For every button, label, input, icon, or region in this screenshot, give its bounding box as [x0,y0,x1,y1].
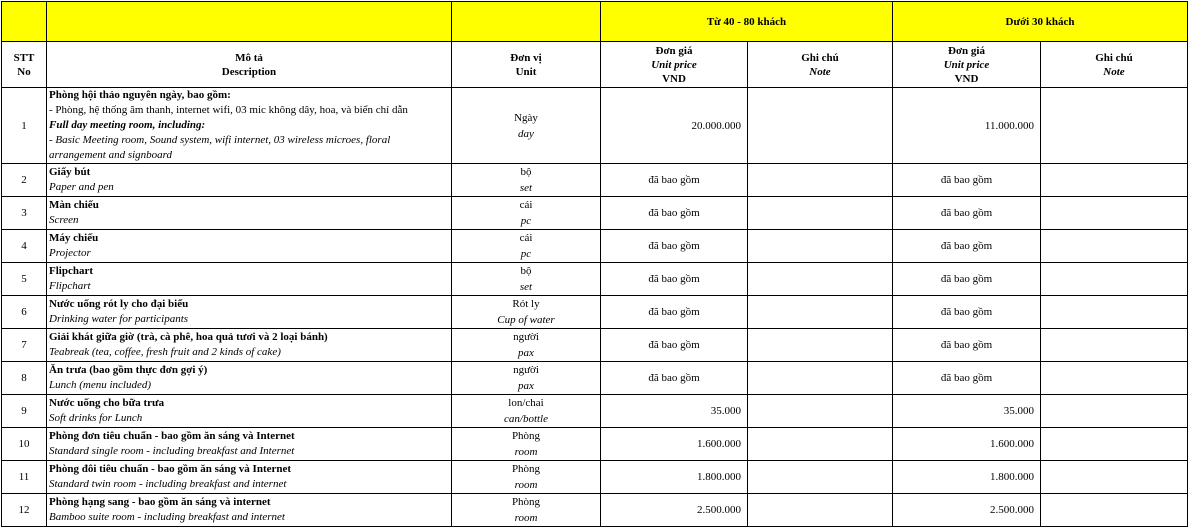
row-title-vi: Ăn trưa (bao gồm thực đơn gợi ý) [49,364,208,376]
header-unit-vi: Đơn vị [510,51,542,64]
header-unit [452,42,601,88]
table-row [2,428,1188,461]
row-unit-en: pax [518,380,534,392]
row-unit-en: pax [518,347,534,359]
row-description [47,164,452,197]
row-unit [452,164,601,197]
row-unit [452,263,601,296]
row-note-2 [1041,88,1188,164]
header-price-2 [893,42,1041,88]
row-unit [452,428,601,461]
table-row [2,197,1188,230]
row-description [47,329,452,362]
row-price-2: 2.500.000 [893,494,1041,527]
row-stt: 4 [2,230,47,263]
row-title-en: Bamboo suite room - including breakfast and internet [49,511,285,523]
row-price-2: 35.000 [893,395,1041,428]
row-price-1: đã bao gồm [601,164,748,197]
row-stt: 2 [2,164,47,197]
table-row [2,230,1188,263]
row-price-1: đã bao gồm [601,329,748,362]
row-title-en: Flipchart [49,280,91,292]
header-price-currency: VND [662,72,686,85]
header-note-en: Note [809,65,831,78]
row-stt: 9 [2,395,47,428]
row-description [47,494,452,527]
group-header-row [2,2,1188,42]
row-unit-en: room [514,512,538,524]
row-note-1 [748,263,893,296]
row-note-1 [748,164,893,197]
header-price-1 [601,42,748,88]
row-title-en: Full day meeting room, including: [49,119,206,131]
row-note-2 [1041,197,1188,230]
row-unit-vi: Phòng [511,463,541,475]
header-price-currency: VND [954,72,979,85]
row-note-1 [748,230,893,263]
row-title-en: Projector [49,247,91,259]
row-title-vi: Máy chiếu [49,232,99,244]
row-stt: 6 [2,296,47,329]
blank-cell [47,2,452,42]
row-title-vi: Nước uống rót ly cho đại biểu [49,298,189,310]
table-row [2,494,1188,527]
row-unit [452,395,601,428]
row-title-vi: Phòng hội thảo nguyên ngày, bao gồm: [49,89,231,101]
row-price-1: đã bao gồm [601,362,748,395]
row-title-vi: Phòng hạng sang - bao gồm ăn sáng và internet [49,496,271,508]
row-unit-vi: cái [519,232,533,244]
row-description [47,296,452,329]
row-stt: 12 [2,494,47,527]
row-price-2: 1.600.000 [893,428,1041,461]
row-description [47,230,452,263]
row-note-1 [748,395,893,428]
header-desc-en: Description [221,65,277,78]
row-stt: 7 [2,329,47,362]
row-price-2: đã bao gồm [893,197,1041,230]
row-price-2: đã bao gồm [893,164,1041,197]
row-note-2 [1041,395,1188,428]
row-note-1 [748,494,893,527]
row-note-1 [748,362,893,395]
row-unit-vi: người [513,331,539,343]
row-description [47,461,452,494]
row-description [47,428,452,461]
row-description [47,263,452,296]
row-unit-en: Cup of water [497,314,555,326]
row-title-vi: Phòng đôi tiêu chuẩn - bao gồm ăn sáng và Internet [49,463,292,475]
row-title-en: Teabreak (tea, coffee, fresh fruit and 2 kinds of cake) [49,346,281,358]
row-title-en: Standard twin room - including breakfast and internet [49,478,287,490]
row-unit-vi: Phòng [511,430,541,442]
row-title-vi: Màn chiếu [49,199,99,211]
row-unit [452,230,601,263]
group-header-under-30: Dưới 30 khách [893,2,1188,42]
row-note-2 [1041,230,1188,263]
row-stt: 1 [2,88,47,164]
row-unit-en: pc [520,248,532,260]
table-row [2,461,1188,494]
header-description [47,42,452,88]
row-title-vi: Nước uống cho bữa trưa [49,397,165,409]
group-header-40-80: Từ 40 - 80 khách [601,2,893,42]
row-unit [452,88,601,164]
row-title-vi: Flipchart [49,265,93,277]
row-title-en: Paper and pen [49,181,114,193]
row-price-2: 11.000.000 [893,88,1041,164]
row-price-1: 20.000.000 [601,88,748,164]
row-note-1 [748,88,893,164]
row-title-vi: Giấy bút [49,166,91,178]
row-unit-en: set [519,182,533,194]
row-note-1 [748,197,893,230]
row-unit [452,494,601,527]
row-unit [452,197,601,230]
row-price-2: đã bao gồm [893,329,1041,362]
row-price-1: đã bao gồm [601,230,748,263]
row-title-en: Lunch (menu included) [49,379,152,391]
row-title-en: Drinking water for participants [49,313,189,325]
row-unit-en: can/bottle [504,413,548,425]
row-description [47,197,452,230]
price-table [1,1,1188,527]
row-unit [452,461,601,494]
row-price-1: 1.600.000 [601,428,748,461]
row-unit-vi: Rót ly [512,298,540,310]
row-price-1: 2.500.000 [601,494,748,527]
row-note-1 [748,329,893,362]
row-note-2 [1041,461,1188,494]
row-unit-vi: bộ [520,265,532,277]
row-note-2 [1041,494,1188,527]
row-stt: 3 [2,197,47,230]
row-note-2 [1041,428,1188,461]
header-stt-en: No [17,65,31,78]
header-price-vi: Đơn giá [948,44,985,57]
row-detail-en-cont: arrangement and signboard [49,149,173,161]
row-price-2: 1.800.000 [893,461,1041,494]
row-unit-vi: người [513,364,539,376]
row-title-vi: Giải khát giữa giờ (trà, cà phê, hoa quả tươi và 2 loại bánh) [49,331,328,343]
row-stt: 10 [2,428,47,461]
table-row [2,395,1188,428]
row-note-1 [748,428,893,461]
row-unit-en: day [518,127,534,140]
row-stt: 8 [2,362,47,395]
row-detail-en: - Basic Meeting room, Sound system, wifi internet, 03 wireless microes, floral [49,134,391,146]
header-unit-en: Unit [515,65,537,78]
row-title-vi: Phòng đơn tiêu chuẩn - bao gồm ăn sáng và Internet [49,430,295,442]
row-stt: 11 [2,461,47,494]
header-note-vi: Ghi chú [801,51,839,64]
row-note-1 [748,296,893,329]
row-price-1: đã bao gồm [601,263,748,296]
row-unit-en: room [514,479,538,491]
row-detail-vi: - Phòng, hệ thống âm thanh, internet wifi, 03 mic không dây, hoa, và biển chỉ dẫn [49,104,408,116]
table-row [2,296,1188,329]
row-price-2: đã bao gồm [893,362,1041,395]
row-unit-vi: bộ [520,166,532,178]
row-price-2: đã bao gồm [893,230,1041,263]
table-row [2,329,1188,362]
row-title-en: Screen [49,214,79,226]
row-description [47,395,452,428]
row-unit-vi: cái [519,199,533,211]
table-row [2,263,1188,296]
row-description [47,362,452,395]
row-note-2 [1041,362,1188,395]
header-note-2 [1041,42,1188,88]
row-note-2 [1041,164,1188,197]
row-price-1: đã bao gồm [601,296,748,329]
header-stt [2,42,47,88]
header-stt-vi: STT [13,51,35,64]
row-unit-vi: Ngày [514,111,538,124]
column-header-row [2,42,1188,88]
header-price-en: Unit price [943,58,990,71]
header-desc-vi: Mô tả [235,51,263,64]
table-row [2,88,1188,164]
row-unit [452,296,601,329]
row-unit-en: room [514,446,538,458]
table-row [2,164,1188,197]
row-unit-en: pc [520,215,532,227]
row-price-1: 1.800.000 [601,461,748,494]
row-note-2 [1041,329,1188,362]
row-price-2: đã bao gồm [893,296,1041,329]
header-note-vi: Ghi chú [1095,51,1133,64]
blank-cell [2,2,47,42]
header-note-1 [748,42,893,88]
row-unit-vi: Phòng [511,496,541,508]
row-price-1: 35.000 [601,395,748,428]
row-note-2 [1041,263,1188,296]
row-unit-en: set [519,281,533,293]
header-price-en: Unit price [651,58,697,71]
blank-cell [452,2,601,42]
row-price-1: đã bao gồm [601,197,748,230]
row-unit [452,329,601,362]
header-price-vi: Đơn giá [655,44,693,57]
row-title-en: Soft drinks for Lunch [49,412,143,424]
table-row [2,362,1188,395]
row-note-1 [748,461,893,494]
row-description [47,88,452,164]
row-price-2: đã bao gồm [893,263,1041,296]
row-note-2 [1041,296,1188,329]
row-unit [452,362,601,395]
row-stt: 5 [2,263,47,296]
row-title-en: Standard single room - including breakfast and Internet [49,445,295,457]
row-unit-vi: lon/chai [508,397,544,409]
header-note-en: Note [1103,65,1125,78]
